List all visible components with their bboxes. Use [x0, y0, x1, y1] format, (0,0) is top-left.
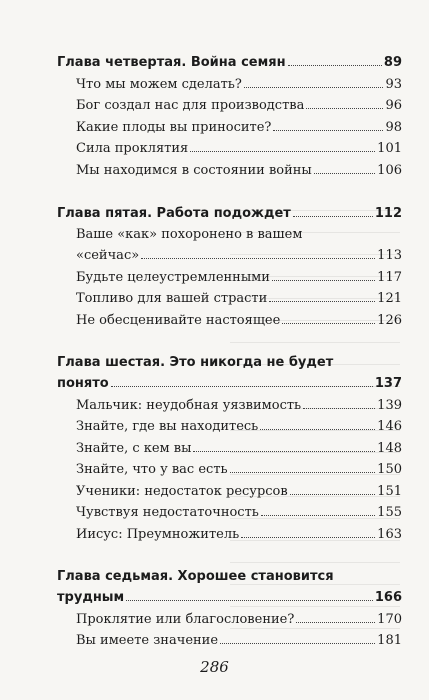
toc-entry-text: Знайте, где вы находитесь: [76, 419, 259, 434]
chapter-title-text: Глава шестая. Это никогда не будет: [57, 355, 334, 370]
toc-entry-text: Не обесценивайте настоящее: [76, 312, 281, 328]
chapter-title-text: Глава седьмая. Хорошее становится: [57, 569, 334, 584]
toc-entry-text: Знайте, с кем вы: [76, 440, 192, 456]
toc-entry-text: «сейчас»: [76, 248, 140, 263]
toc-entry-text: Иисус: Преумножитель: [76, 526, 240, 542]
toc-entry: [57, 630, 402, 652]
toc-entry: [57, 609, 402, 631]
page-number: 126: [377, 312, 402, 328]
leader-dots: [126, 587, 373, 601]
page-number: 148: [377, 440, 402, 456]
toc-entry-text: Бог создал нас для производства: [76, 98, 305, 113]
toc-entry-text: Ученики: недостаток ресурсов: [76, 483, 288, 499]
toc-entry: [57, 138, 402, 160]
toc-entry: [57, 459, 402, 481]
toc-entry-text: Будьте целеустремленными: [76, 269, 270, 285]
leader-dots: [306, 95, 383, 109]
page-number: 163: [377, 526, 402, 542]
leader-dots: [273, 117, 383, 131]
chapter-4: [57, 52, 402, 181]
toc-entry: [57, 74, 402, 96]
chapter-title-text: понято: [57, 376, 109, 391]
toc-entry: [57, 416, 402, 438]
leader-dots: [230, 459, 376, 473]
table-of-contents: [57, 52, 402, 674]
leader-dots: [288, 52, 382, 66]
leader-dots: [269, 288, 375, 302]
chapter-title: [57, 203, 402, 225]
page-number: 113: [377, 248, 402, 263]
page-number: 170: [377, 611, 402, 627]
toc-entry-text: Сила проклятия: [76, 141, 189, 156]
leader-dots: [193, 438, 375, 452]
toc-entry-text: Проклятие или благословение?: [76, 611, 295, 627]
page-number: 155: [377, 505, 402, 520]
toc-entry: [57, 524, 402, 546]
toc-entry-text: Знайте, что у вас есть: [76, 462, 228, 477]
toc-entry: [57, 310, 402, 332]
chapter-5: [57, 203, 402, 331]
page-number: 98: [385, 119, 402, 135]
page-number: 146: [377, 419, 402, 434]
leader-dots: [241, 524, 375, 538]
toc-entry-text: Ваше «как» похоронено в вашем: [76, 226, 303, 242]
toc-entry-text: Чувствуя недостаточность: [76, 505, 259, 520]
toc-entry: [57, 245, 402, 267]
leader-dots: [293, 203, 373, 217]
leader-dots: [296, 609, 375, 623]
toc-entry: [57, 160, 402, 182]
toc-entry: [57, 502, 402, 524]
page-number: 96: [385, 98, 402, 113]
page-number-footer: 286: [200, 658, 229, 676]
toc-entry: [57, 95, 402, 117]
chapter-6: [57, 353, 402, 545]
toc-entry: [57, 438, 402, 460]
page-number: 137: [374, 376, 402, 391]
chapter-7: [57, 567, 402, 652]
page-number: 166: [374, 590, 402, 605]
toc-entry: [57, 117, 402, 139]
toc-entry-text: Топливо для вашей страсти: [76, 291, 268, 306]
leader-dots: [190, 138, 375, 152]
leader-dots: [260, 416, 375, 430]
toc-entry: [57, 395, 402, 417]
toc-entry-text: Что мы можем сделать?: [76, 76, 242, 92]
page-number: 106: [377, 162, 402, 178]
page-number: 101: [377, 141, 402, 156]
chapter-title: [57, 373, 402, 395]
page-number: 89: [383, 55, 402, 70]
page-number: 150: [377, 462, 402, 477]
toc-entry: [57, 288, 402, 310]
leader-dots: [244, 74, 384, 88]
page-number: 121: [377, 291, 402, 306]
chapter-title: [57, 52, 402, 74]
page-number: 181: [377, 633, 402, 648]
leader-dots: [290, 481, 375, 495]
page-number: 151: [377, 483, 402, 499]
toc-entry-text: Вы имеете значение: [76, 633, 219, 648]
leader-dots: [282, 310, 375, 324]
page-number: 139: [377, 397, 402, 413]
page-number: 93: [385, 76, 402, 92]
toc-entry: [57, 481, 402, 503]
leader-dots: [303, 395, 375, 409]
chapter-title: [57, 587, 402, 609]
leader-dots: [111, 373, 373, 387]
page-number: 112: [374, 206, 402, 221]
chapter-title-text: Глава четвертая. Война семян: [57, 55, 286, 70]
toc-entry: [57, 267, 402, 289]
leader-dots: [314, 160, 375, 174]
toc-entry-text: Мальчик: неудобная уязвимость: [76, 397, 302, 413]
leader-dots: [261, 502, 375, 516]
toc-entry-text: Мы находимся в состоянии войны: [76, 162, 312, 178]
chapter-title-text: трудным: [57, 590, 125, 605]
leader-dots: [141, 245, 375, 259]
chapter-title-text: Глава пятая. Работа подождет: [57, 206, 291, 221]
toc-entry-text: Какие плоды вы приносите?: [76, 119, 272, 135]
leader-dots: [272, 267, 375, 281]
leader-dots: [220, 630, 375, 644]
page-number: 117: [377, 269, 402, 285]
